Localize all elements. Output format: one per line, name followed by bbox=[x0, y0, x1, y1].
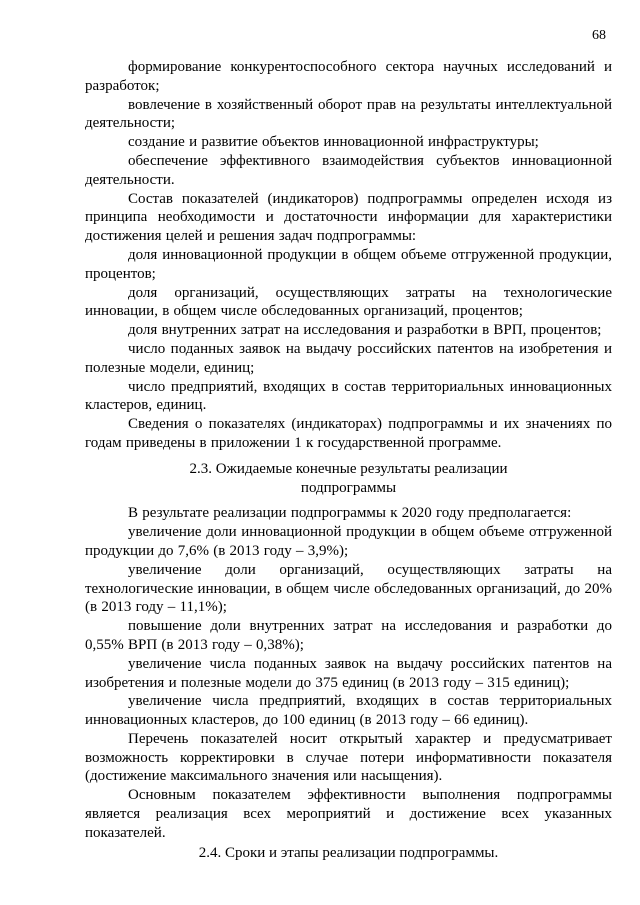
paragraph: доля внутренних затрат на исследования и разработки в ВРП, процентов; bbox=[128, 322, 602, 339]
paragraph: повышение доли внутренних затрат на исследования и разработки до 0,55% ВРП (в 2013 году – 0,38%); bbox=[85, 618, 612, 653]
paragraph: доля инновационной продукции в общем объеме отгруженной продукции, процентов; bbox=[85, 246, 612, 282]
paragraph: число поданных заявок на выдачу российских патентов на изобретения и полезные модели, единиц; bbox=[85, 340, 612, 376]
paragraph: увеличение доли инновационной продукции в общем объеме отгруженной продукции до 7,6% (в 2013 году – 3,9%); bbox=[85, 524, 612, 559]
section-heading-2-3-line1: 2.3. Ожидаемые конечные результаты реализации bbox=[189, 460, 508, 477]
section-heading-2-4: 2.4. Сроки и этапы реализации подпрограммы. bbox=[198, 844, 499, 861]
section-heading-2-3 bbox=[85, 460, 612, 498]
paragraph: формирование конкурентоспособного сектора научных исследований и разработок; bbox=[85, 59, 612, 94]
paragraph: Сведения о показателях (индикаторах) подпрограммы и их значениях по годам приведены в приложении 1 к государственной программе. bbox=[85, 416, 612, 451]
paragraph: вовлечение в хозяйственный оборот прав на результаты интеллектуальной деятельности; bbox=[85, 96, 612, 132]
paragraph: обеспечение эффективного взаимодействия субъектов инновационной деятельности. bbox=[85, 152, 612, 188]
paragraph: увеличение доли организаций, осуществляющих затраты на технологические инновации, в общем числе обследованных организаций, до 20% (в 2013 году – 11,1%); bbox=[85, 561, 612, 616]
paragraph: увеличение числа поданных заявок на выдачу российских патентов на изобретения и полезные модели до 375 единиц (в 2013 году – 315 единиц); bbox=[85, 655, 612, 691]
section-indicators bbox=[85, 58, 612, 453]
page-number: 68 bbox=[592, 28, 606, 43]
paragraph: Состав показателей (индикаторов) подпрограммы определен исходя из принципа необходимости и достаточности информации для характеристики достижения целей и решения задач подпрограммы: bbox=[85, 190, 612, 245]
paragraph: Основным показателем эффективности выполнения подпрограммы является реализация всех мероприятий и достижение всех указанных показателей. bbox=[85, 787, 612, 841]
section-heading-2-3-line2: подпрограммы bbox=[300, 479, 397, 496]
paragraph: создание и развитие объектов инновационной инфраструктуры; bbox=[128, 134, 539, 151]
paragraph: Перечень показателей носит открытый характер и предусматривает возможность корректировки в случае потери информативности показателя (достижение максимального значения или насыщения). bbox=[85, 730, 612, 785]
paragraph: увеличение числа предприятий, входящих в состав территориальных инновационных кластеров, до 100 единиц (в 2013 году – 66 единиц). bbox=[85, 693, 612, 729]
section-expected-results bbox=[85, 504, 612, 842]
paragraph: число предприятий, входящих в состав территориальных инновационных кластеров, единиц. bbox=[85, 378, 612, 414]
paragraph: В результате реализации подпрограммы к 2020 году предполагается: bbox=[128, 505, 572, 522]
paragraph: доля организаций, осуществляющих затраты на технологические инновации, в общем числе обследованных организаций, процентов; bbox=[85, 284, 612, 320]
